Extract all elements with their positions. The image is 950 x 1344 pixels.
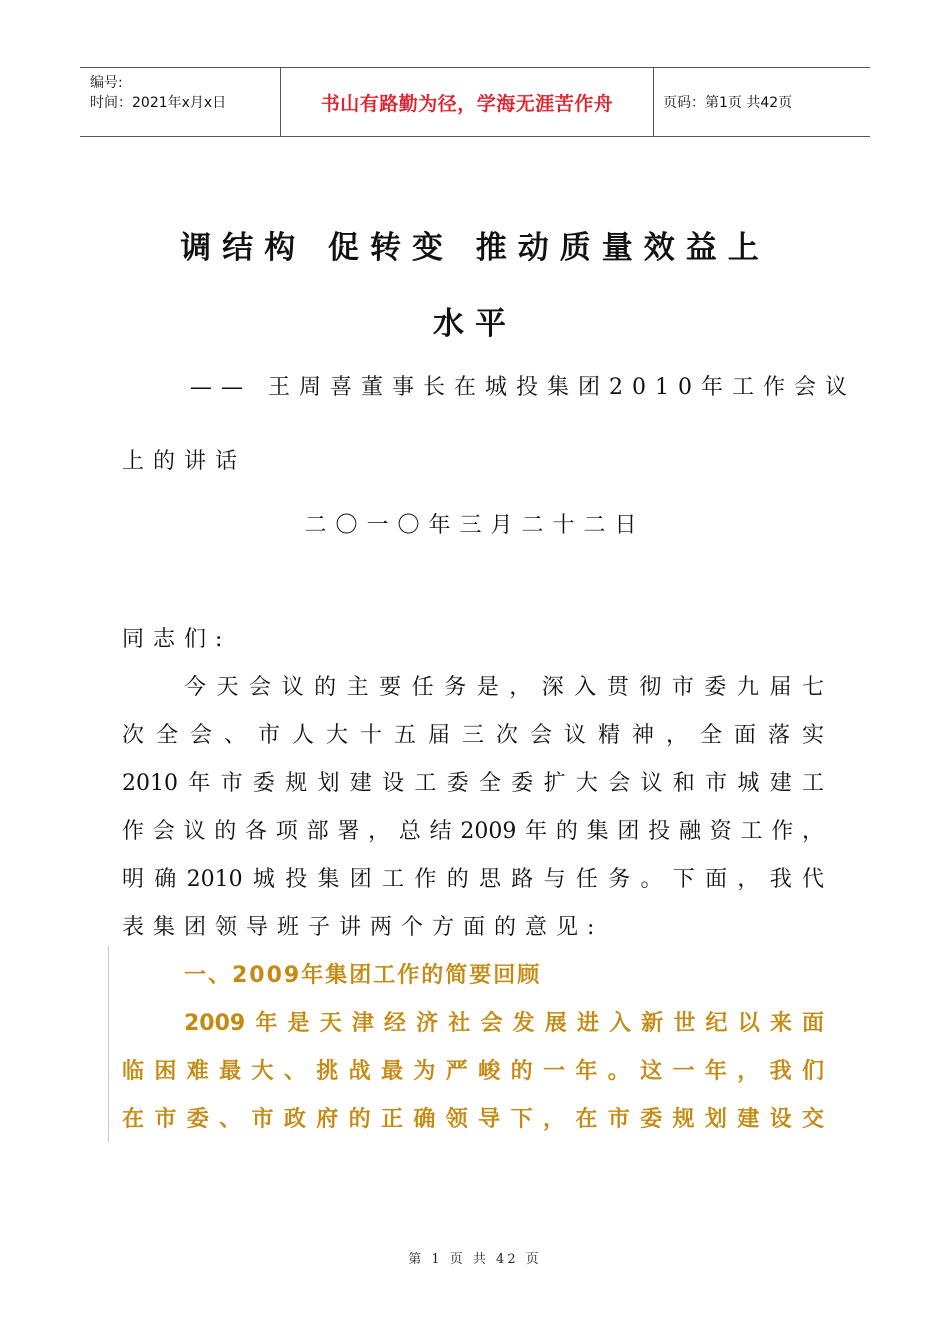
highlighted-paragraph-line: 临困难最大、挑战最为严峻的一年。这一年，我们 — [122, 1059, 824, 1084]
document-body — [122, 616, 824, 1144]
paragraph-line: 表集团领导班子讲两个方面的意见: — [122, 915, 604, 940]
paragraph-line: 明确2010城投集团工作的思路与任务。下面，我代 — [122, 867, 824, 892]
paragraph-line: 今天会议的主要任务是，深入贯彻市委九届七 — [184, 675, 824, 700]
paragraph-line: 次全会、市人大十五届三次会议精神，全面落实 — [122, 723, 824, 748]
header-meta-cell — [80, 68, 280, 136]
paragraph-line: 2010年市委规划建设工委全委扩大会议和市城建工 — [122, 771, 824, 796]
highlighted-paragraph-line: 2009年是天津经济社会发展进入新世纪以来面 — [184, 1011, 824, 1036]
document-title-line-1: 调结构 促转变 推动质量效益上 — [180, 230, 770, 266]
document-date: 二〇一〇年三月二十二日 — [304, 513, 646, 538]
document-code-label: 编号: — [90, 75, 123, 91]
document-subtitle-line-1: —— 王周喜董事长在城投集团2010年工作会议 — [190, 375, 856, 400]
header-motto-cell — [280, 68, 654, 136]
document-subtitle-line-2: 上的讲话 — [122, 449, 247, 474]
document-title-line-2: 水平 — [433, 306, 517, 342]
document-time-label: 时间：2021年x月x日 — [90, 95, 227, 111]
motto-text: 书山有路勤为径，学海无涯苦作舟 — [320, 92, 614, 115]
salutation: 同志们: — [122, 627, 232, 652]
margin-change-bar — [108, 946, 109, 1142]
page-footer: 第 1 页 共 42 页 — [408, 1252, 542, 1267]
header-table — [80, 67, 870, 137]
section-heading: 一、2009年集团工作的简要回顾 — [184, 963, 542, 988]
header-page-cell — [653, 68, 870, 136]
paragraph-line: 作会议的各项部署，总结2009年的集团投融资工作， — [122, 819, 824, 844]
page-info: 页码：第1页 共42页 — [663, 95, 793, 111]
highlighted-paragraph-line: 在市委、市政府的正确领导下，在市委规划建设交 — [122, 1107, 824, 1132]
